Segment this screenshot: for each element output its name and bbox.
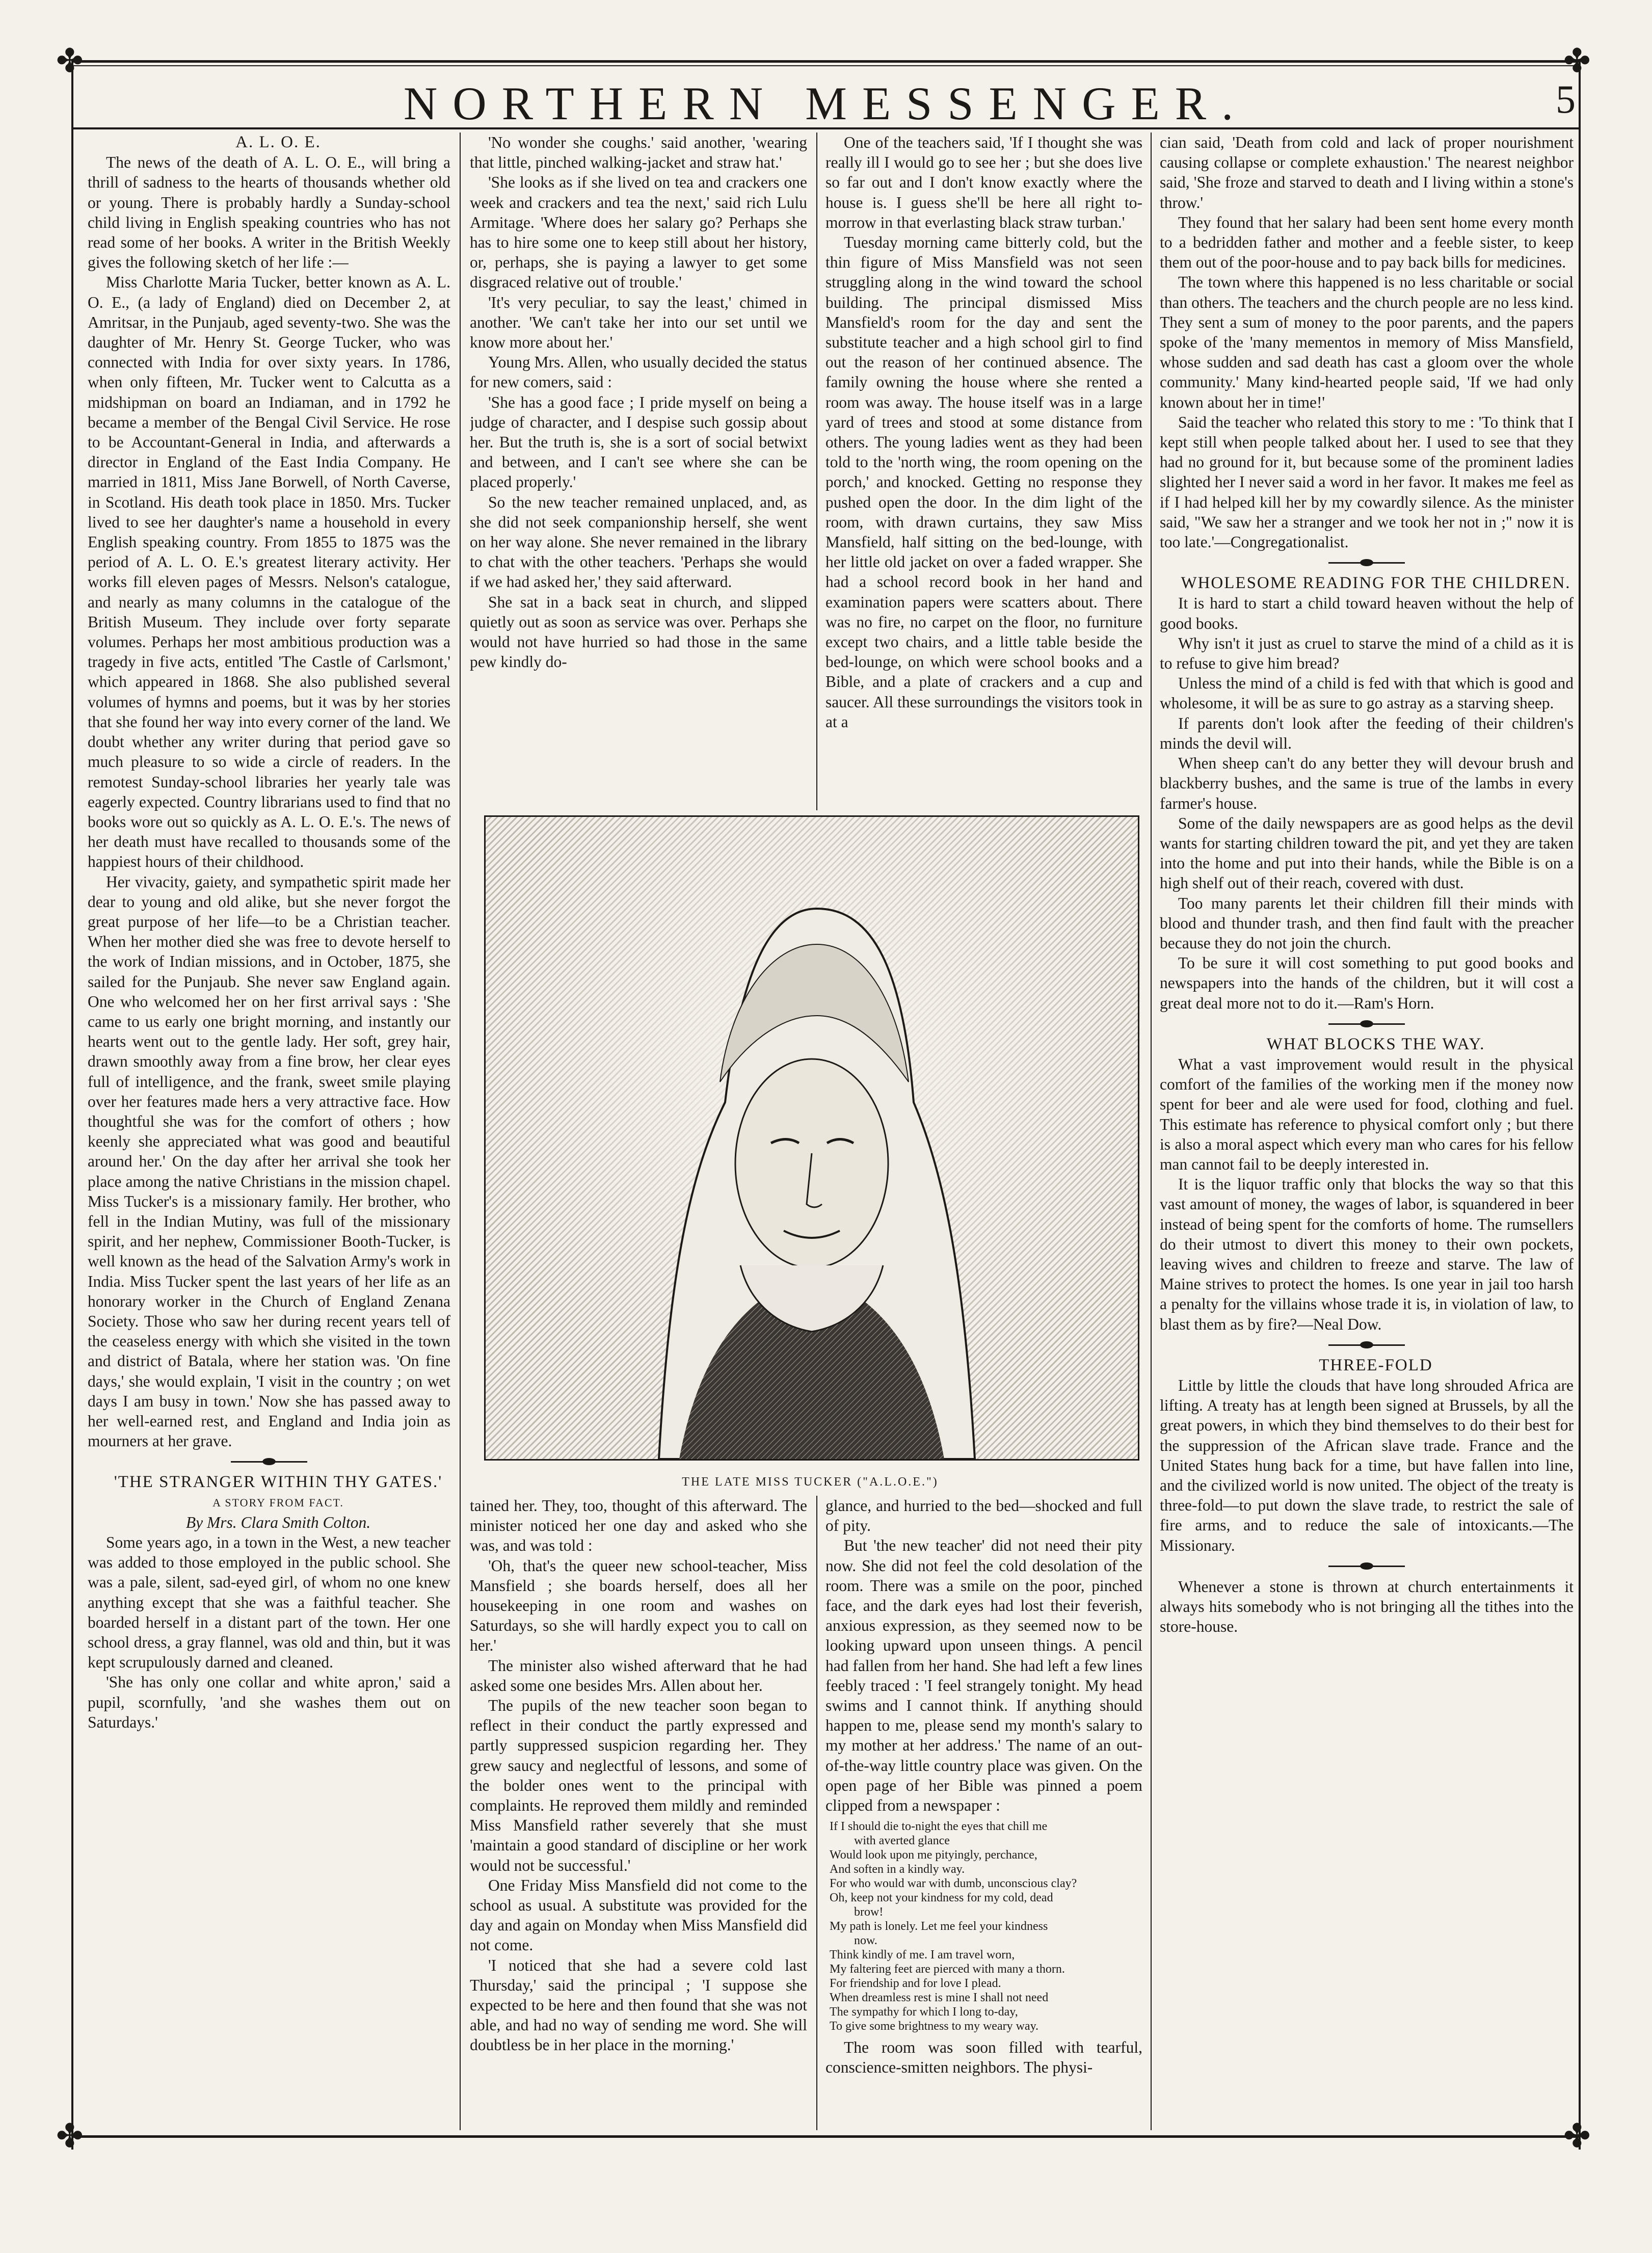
column-divider	[1151, 132, 1152, 2130]
bottom-rule	[71, 2135, 1581, 2138]
portrait-engraving	[484, 815, 1139, 1461]
poem	[830, 1819, 1142, 2033]
paragraph: It is the liquor traffic only that blocks the way so that this vast amount of money, the wages of labor, is squandered in beer instead of being spent for the comforts of home. The rumsellers do their utmost to divert this money to their own pockets, leaving wives and children to freeze and starve. The law of Maine strives to protect the homes. Is one year in jail too harsh a penalty for the villains whose trade it is, in violation of law, to blast them as by fire?—Neal Dow.	[1160, 1175, 1574, 1333]
article-heading: A. L. O. E.	[235, 133, 321, 151]
paragraph: 'I noticed that she had a severe cold last Thursday,' said the principal ; 'I suppose she expected to be here and then found that she was not able, and had no way of sending me word. She will doubtless be in her place in the morning.'	[470, 1956, 807, 2054]
paragraph: Said the teacher who related this story to me : 'To think that I kept still when people talked about her. I used to see that they had no ground for it, but because some of the prominent ladies slighted her I never said a word in her favor. It makes me feel as if I had helped kill her by my cowardly silence. As the minister said, "We saw her a stranger and we took her not in ;" now it is too late.'—Congregationalist.	[1160, 413, 1574, 551]
paragraph: glance, and hurried to the bed—shocked and full of pity.	[825, 1497, 1142, 1535]
poem-line: If I should die to-night the eyes that chill me	[830, 1820, 1048, 1834]
paragraph: 'It's very peculiar, to say the least,' chimed in another. 'We can't take her into our set until we know more about her.'	[470, 293, 807, 352]
paragraph: Unless the mind of a child is fed with that which is good and wholesome, it will be as sure to go astray as a starving sheep.	[1160, 674, 1574, 712]
poem-line: My faltering feet are pierced with many a thorn.	[830, 1963, 1065, 1976]
paragraph: Young Mrs. Allen, who usually decided the status for new comers, said :	[470, 353, 807, 391]
corner-ornament-icon: ✤	[1563, 42, 1591, 80]
corner-ornament-icon: ✤	[56, 2117, 84, 2155]
poem-line: And soften in a kindly way.	[830, 1863, 965, 1876]
paragraph: 'She looks as if she lived on tea and crackers one week and crackers and tea the next,' said rich Lulu Armitage. 'Where does her salary go? Perhaps she has to hire some one to keep still about her history, or, perhaps, she is paying a lawyer to get some disgraced relative out of trouble.'	[470, 173, 807, 291]
paragraph: So the new teacher remained unplaced, and, as she did not seek companionship herself, she went on her way alone. She never remained in the library to chat with the other teachers. 'Perhaps she would if we had asked her,' they said afterward.	[470, 493, 807, 591]
poem-line: Would look upon me pityingly, perchance,	[830, 1848, 1037, 1862]
paragraph: Miss Charlotte Maria Tucker, better known as A. L. O. E., (a lady of England) died on December 2, at Amritsar, in the Punjaub, aged seventy-two. She was the daughter of Mr. Henry St. George Tucker, who was connected with India for over sixty years. In 1786, when only fifteen, Mr. Tucker went to Calcutta as a midshipman on board an Indiaman, and in 1792 he became a member of the Bengal Civil Service. He rose to be Accountant-General in India, and afterwards a director in England of the East India Company. He married in 1811, Miss Jane Borwell, of North Caverse, in Scotland. His death took place in 1850. Mrs. Tucker lived to see her daughter's name a household in every English speaking country. From 1855 to 1875 was the period of A. L. O. E.'s greatest literary activity. Her works fill eleven pages of Messrs. Nelson's catalogue, and nearly as many columns in the catalogue of the British Museum. They include over forty separate volumes. Perhaps her most ambitious production was a tragedy in five acts, entitled 'The Castle of Carlsmont,' which appeared in 1868. She also published several volumes of hymns and poems, but it was by her stories that she found her way into every corner of the land. We doubt whether any writer during that period gave so much pleasure to so wide a circle of readers. In the remotest Sunday-school libraries her yearly tale was eagerly expected. Country librarians used to find that no books wore out so quickly as A. L. O. E.'s. The news of her death must have recalled to thousands some of the happiest hours of their childhood.	[88, 273, 450, 871]
section-divider	[231, 1458, 307, 1465]
byline: By Mrs. Clara Smith Colton.	[185, 1513, 371, 1531]
article-subheading: A STORY FROM FACT.	[212, 1496, 344, 1509]
article-heading: WHAT BLOCKS THE WAY.	[1266, 1035, 1485, 1053]
poem-line: My path is lonely. Let me feel your kindness	[830, 1920, 1048, 1933]
paragraph: It is hard to start a child toward heaven without the help of good books.	[1160, 594, 1574, 632]
poem-line: For who would war with dumb, unconscious clay?	[830, 1877, 1077, 1891]
paragraph: Some of the daily newspapers are as good helps as the devil wants for starting children toward the pit, and yet they are taken into the home and put into their hands, while the Bible is on a high shelf out of their reach, covered with dust.	[1160, 814, 1574, 892]
paragraph: What a vast improvement would result in the physical comfort of the families of the working men if the money now spent for beer and ale were used for food, clothing and fuel. This estimate has reference to physical comfort only ; but there is also a moral aspect which every man who cares for his fellow man cannot fail to be deeply interested in.	[1160, 1055, 1574, 1173]
section-divider	[1328, 1562, 1405, 1570]
article-heading: 'THE STRANGER WITHIN THY GATES.'	[114, 1473, 443, 1492]
masthead-title: NORTHERN MESSENGER.	[403, 77, 1249, 129]
portrait-caption: THE LATE MISS TUCKER ("A.L.O.E.")	[682, 1475, 939, 1489]
paragraph: The room was soon filled with tearful, conscience-smitten neighbors. The physi-	[825, 2038, 1142, 2077]
section-divider	[1328, 559, 1405, 566]
paragraph: The news of the death of A. L. O. E., will bring a thrill of sadness to the hearts of thousands whether old or young. There is probably hardly a Sunday-school child living in English speaking countries who has not read some of her books. A writer in the British Weekly gives the following sketch of her life :—	[88, 153, 450, 272]
paragraph: The pupils of the new teacher soon began to reflect in their conduct the partly expressed and partly suppressed suspicion regarding her. They grew saucy and neglectful of lessons, and some of the bolder ones went to the principal with complaints. He reproved them mildly and reminded Miss Mansfield rather severely that she must 'maintain a good standard of discipline or her work would not be successful.'	[470, 1697, 807, 1874]
top-rule-inner	[71, 65, 1581, 66]
paragraph: When sheep can't do any better they will devour brush and blackberry bushes, and the same is true of the lambs in every farmer's house.	[1160, 754, 1574, 812]
paragraph: Why isn't it just as cruel to starve the mind of a child as it is to refuse to give him bread?	[1160, 634, 1574, 673]
poem-line: Oh, keep not your kindness for my cold, dead	[830, 1891, 1053, 1905]
left-border	[71, 60, 73, 2150]
corner-ornament-icon: ✤	[56, 42, 84, 80]
column-3-bottom	[825, 1496, 1142, 2128]
section-divider	[1328, 1341, 1405, 1348]
column-2-bottom	[470, 1496, 807, 2128]
paragraph: One Friday Miss Mansfield did not come to the school as usual. A substitute was provided for the day and again on Monday when Miss Mansfield did not come.	[470, 1876, 807, 1954]
top-rule-outer	[71, 60, 1581, 63]
paragraph: cian said, 'Death from cold and lack of proper nourishment causing collapse or complete exhaustion.' The nearest neighbor said, 'She froze and starved to death and I living within a stone's throw.'	[1160, 134, 1574, 211]
paragraph: To be sure it will cost something to put good books and newspapers into the hands of the children, but it will cost a great deal more not to do it.—Ram's Horn.	[1160, 954, 1574, 1012]
paragraph: But 'the new teacher' did not need their pity now. She did not feel the cold desolation of the room. There was a smile on the poor, pinched face, and the dark eyes had lost their feverish, anxious expression, as they seemed now to be looking upward upon unseen things. A pencil had fallen from her hand. She had left a few lines feebly traced : 'I feel strangely tonight. My head swims and I cannot think. If anything should happen to me, please send my month's salary to my mother at her address.' The name of an out-of-the-way little country place was given. On the open page of her Bible was pinned a poem clipped from a newspaper :	[825, 1536, 1142, 1815]
paragraph: Some years ago, in a town in the West, a new teacher was added to those employed in the public school. She was a pale, silent, sad-eyed girl, of whom no one knew anything except that she was a faithful teacher. She boarded herself in a distant part of the town. Her one school dress, a gray flannel, was old and thin, but it was kept scrupulously darned and cleaned.	[88, 1533, 450, 1672]
section-divider	[1328, 1020, 1405, 1027]
paragraph: They found that her salary had been sent home every month to a bedridden father and mother and a feeble sister, to keep them out of the poor-house and to pay back bills for medicines.	[1160, 213, 1574, 272]
paragraph: The minister also wished afterward that he had asked some one besides Mrs. Allen about her.	[470, 1656, 807, 1694]
column-divider	[460, 132, 461, 2130]
paragraph: If parents don't look after the feeding of their children's minds the devil will.	[1160, 714, 1574, 752]
article-heading: WHOLESOME READING FOR THE CHILDREN.	[1181, 574, 1571, 593]
portrait-drawing	[486, 817, 1138, 1459]
poem-line: The sympathy for which I long to-day,	[830, 2005, 1018, 2019]
column-3-top	[825, 132, 1142, 805]
paragraph: Her vivacity, gaiety, and sympathetic spirit made her dear to young and old alike, but she never forgot the great purpose of her life—to be a Christian teacher. When her mother died she was free to devote herself to the work of Indian missions, and in October, 1875, she sailed for the Punjaub. She never saw England again. One who welcomed her on her first arrival says : 'She came to us early one bright morning, and instantly our hearts went out to the gentle lady. Her soft, grey hair, drawn smoothly away from a fine brow, her clear eyes full of intelligence, and the frank, sweet smile playing over her features made hers a very attractive face. How thoughtful she was for the comfort of others ; how keenly she appreciated what was good and beautiful around her.' On the day after her arrival she took her place among the native Christians in the mission chapel. Miss Tucker's is a missionary family. Her brother, who fell in the Indian Mutiny, was full of the missionary spirit, and her nephew, Commissioner Booth-Tucker, is well known as the head of the Salvation Army's work in India. Miss Tucker spent the last years of her life as an honorary worker in the Church of England Zenana Society. Those who saw her during recent years tell of the ceaseless energy with which she visited in the town and district of Batala, where her station was. 'On fine days,' she would explain, 'I visit in the country ; on wet days I am busy in town.' Now she has passed away to her well-earned rest, and England and India join as mourners at her grave.	[88, 872, 450, 1450]
poem-line: with averted glance	[854, 1834, 950, 1848]
page-number: 5	[1556, 77, 1576, 121]
paragraph: Whenever a stone is thrown at church entertainments it always hits somebody who is not bringing all the tithes into the store-house.	[1160, 1577, 1574, 1636]
poem-line: When dreamless rest is mine I shall not need	[830, 1991, 1049, 2005]
column-4	[1160, 132, 1574, 2128]
paragraph: 'She has only one collar and white apron,' said a pupil, scornfully, 'and she washes them out on Saturdays.'	[88, 1673, 450, 1731]
poem-line: brow!	[854, 1905, 884, 1919]
paragraph: Tuesday morning came bitterly cold, but the thin figure of Miss Mansfield was not seen struggling along in the wind toward the school building. The principal dismissed Miss Mansfield's room for the day and sent the substitute teacher and a high school girl to find out the reason of her continued absence. The family owning the house where she rented a room was away. The house itself was in a large yard of trees and stood at some distance from others. The young ladies went as they had been told to the 'north wing, the room opening on the porch,' and knocked. Getting no response they pushed open the door. In the dim light of the room, with drawn curtains, they saw Miss Mansfield, half sitting on the bed-lounge, with her little old jacket on over a faded wrapper. She had a school record book in her hand and examination papers were scatters about. There was no fire, no carpet on the floor, no furniture except two chairs, and a little table beside the bed-lounge, on which were school books and a Bible, and a plate of crackers and a cup and saucer. All these surroundings the visitors took in at a	[825, 233, 1142, 731]
paragraph: She sat in a back seat in church, and slipped quietly out as soon as service was over. Perhaps she would not have hurried so had those in the same pew kindly do-	[470, 593, 807, 671]
poem-line: For friendship and for love I plead.	[830, 1977, 1001, 1991]
column-divider	[816, 1496, 817, 2130]
column-1	[88, 132, 450, 2128]
paragraph: Little by little the clouds that have long shrouded Africa are lifting. A treaty has at length been signed at Brussels, by all the great powers, in which they bind themselves to do their best for the suppression of the African slave trade. France and the United States hung back for a time, but have fallen into line, and the civilized world is now united. The object of the treaty is three-fold—to put down the slave trade, to restrict the sale of fire arms, and to reduce the sale of intoxicants.—The Missionary.	[1160, 1376, 1574, 1554]
corner-ornament-icon: ✤	[1563, 2117, 1591, 2155]
right-border	[1579, 60, 1581, 2150]
paragraph: Too many parents let their children fill their minds with blood and thunder trash, and then find fault with the preacher because they do not join the church.	[1160, 894, 1574, 952]
column-divider	[816, 132, 817, 810]
poem-line: now.	[854, 1934, 877, 1948]
paragraph: 'Oh, that's the queer new school-teacher, Miss Mansfield ; she boards herself, does all her housekeeping in one room and washes on Saturdays, so she will hardly expect you to call on her.'	[470, 1556, 807, 1655]
column-2-top	[470, 132, 807, 805]
poem-line: Think kindly of me. I am travel worn,	[830, 1948, 1015, 1962]
paragraph: tained her. They, too, thought of this afterward. The minister noticed her one day and asked who she was, and was told :	[470, 1497, 807, 1555]
article-heading: THREE-FOLD	[1319, 1356, 1433, 1374]
paragraph: 'No wonder she coughs.' said another, 'wearing that little, pinched walking-jacket and straw hat.'	[470, 134, 807, 172]
paragraph: 'She has a good face ; I pride myself on being a judge of character, and I despise such gossip about her. But the truth is, she is a sort of social betwixt and between, and I can't see where she can be placed properly.'	[470, 393, 807, 491]
paragraph: One of the teachers said, 'If I thought she was really ill I would go to see her ; but she does live so far out and I don't know exactly where the house is. I guess she'll be here all right to-morrow in that everlasting black straw turban.'	[825, 134, 1142, 231]
paragraph: The town where this happened is no less charitable or social than others. The teachers and the church people are no less kind. They sent a sum of money to the poor parents, and the papers spoke of the 'many mementos in memory of Miss Mansfield, whose sudden and sad death has cast a gloom over the whole community.' Many kind-hearted people said, 'If we had only known about her in time!'	[1160, 273, 1574, 411]
poem-line: To give some brightness to my weary way.	[830, 2020, 1039, 2033]
